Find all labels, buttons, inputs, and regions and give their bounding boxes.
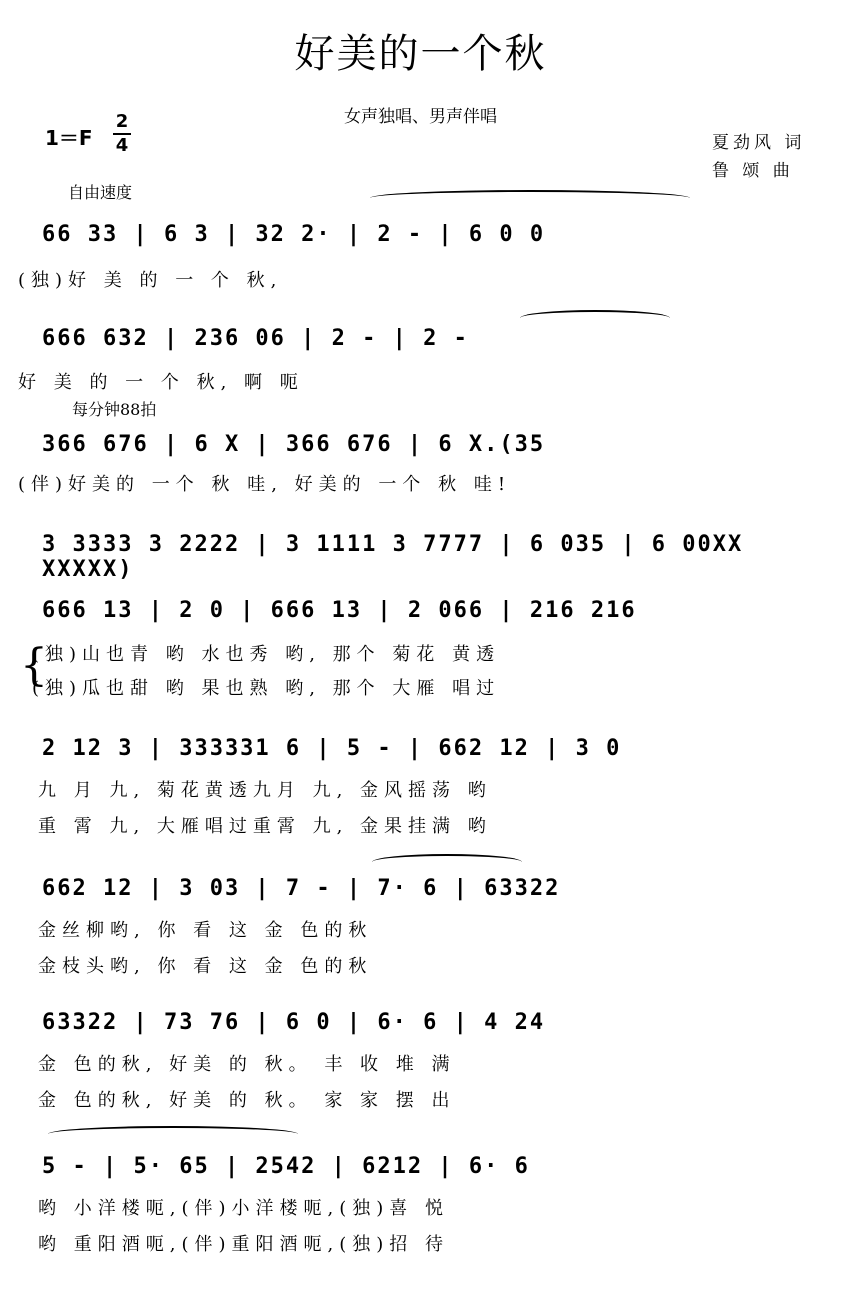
lyric-line-2: 好 美 的 一 个 秋, 啊 呃 (18, 372, 304, 393)
tempo-marking-free: 自由速度 (68, 183, 133, 202)
lyric-line-8-verse-2: 金 色的秋, 好美 的 秋。 家 家 摆 出 (38, 1090, 456, 1111)
lyric-line-9-verse-2: 哟 重阳酒呃,(伴)重阳酒呃,(独)招 待 (38, 1234, 449, 1255)
verse-brace: { (20, 640, 48, 691)
song-title: 好美的一个秋 (294, 31, 547, 77)
notation-line-8: 63322 | 73 76 | 6 0 | 6· 6 | 4 24 (42, 1010, 546, 1035)
time-signature-bottom: 4 (115, 135, 129, 156)
tempo-marking-88: 每分钟88拍 (72, 400, 157, 419)
time-signature-top: 2 (115, 111, 129, 132)
notation-line-7: 662 12 | 3 03 | 7 - | 7· 6 | 63322 (42, 876, 561, 901)
lyric-line-5-verse-1: (独)山也青 哟 水也秀 哟, 那个 菊花 黄透 (32, 644, 501, 665)
lyric-line-8-verse-1: 金 色的秋, 好美 的 秋。 丰 收 堆 满 (38, 1054, 456, 1075)
notation-line-2: 666 632 | 236 06 | 2 - | 2 - (42, 326, 469, 351)
notation-line-4: 3 3333 3 2222 | 3 1111 3 7777 | 6 035 | 6 00XX XXXXX) (42, 532, 744, 582)
lyric-line-9-verse-1: 哟 小洋楼呃,(伴)小洋楼呃,(独)喜 悦 (38, 1198, 449, 1219)
lyric-line-6-verse-1: 九 月 九, 菊花黄透九月 九, 金风摇荡 哟 (38, 780, 492, 801)
time-signature (113, 112, 131, 156)
lyricist-credit: 夏劲风 词 (712, 133, 806, 153)
lyric-line-6-verse-2: 重 霄 九, 大雁唱过重霄 九, 金果挂满 哟 (38, 816, 492, 837)
notation-line-6: 2 12 3 | 333331 6 | 5 - | 662 12 | 3 0 (42, 736, 622, 761)
key-signature: 1＝F (45, 126, 93, 150)
composer-credit: 鲁 颂 曲 (712, 161, 794, 181)
lyric-line-7-verse-1: 金丝柳哟, 你 看 这 金 色的秋 (38, 920, 373, 941)
notation-line-9: 5 - | 5· 65 | 2542 | 6212 | 6· 6 (42, 1154, 530, 1179)
lyric-line-7-verse-2: 金枝头哟, 你 看 这 金 色的秋 (38, 956, 373, 977)
notation-line-3: 366 676 | 6 X | 366 676 | 6 X.(35 (42, 432, 546, 457)
performance-note: 女声独唱、男声伴唱 (344, 107, 497, 127)
lyric-line-3: (伴)好美的 一个 秋 哇, 好美的 一个 秋 哇! (18, 474, 512, 495)
notation-line-1: 66 33 | 6 3 | 32 2· | 2 - | 6 0 0 (42, 222, 546, 247)
notation-line-5: 666 13 | 2 0 | 666 13 | 2 066 | 216 216 (42, 598, 637, 623)
lyric-line-1: (独)好 美 的 一 个 秋, (18, 270, 283, 291)
lyric-line-5-verse-2: (独)瓜也甜 哟 果也熟 哟, 那个 大雁 唱过 (32, 678, 501, 699)
